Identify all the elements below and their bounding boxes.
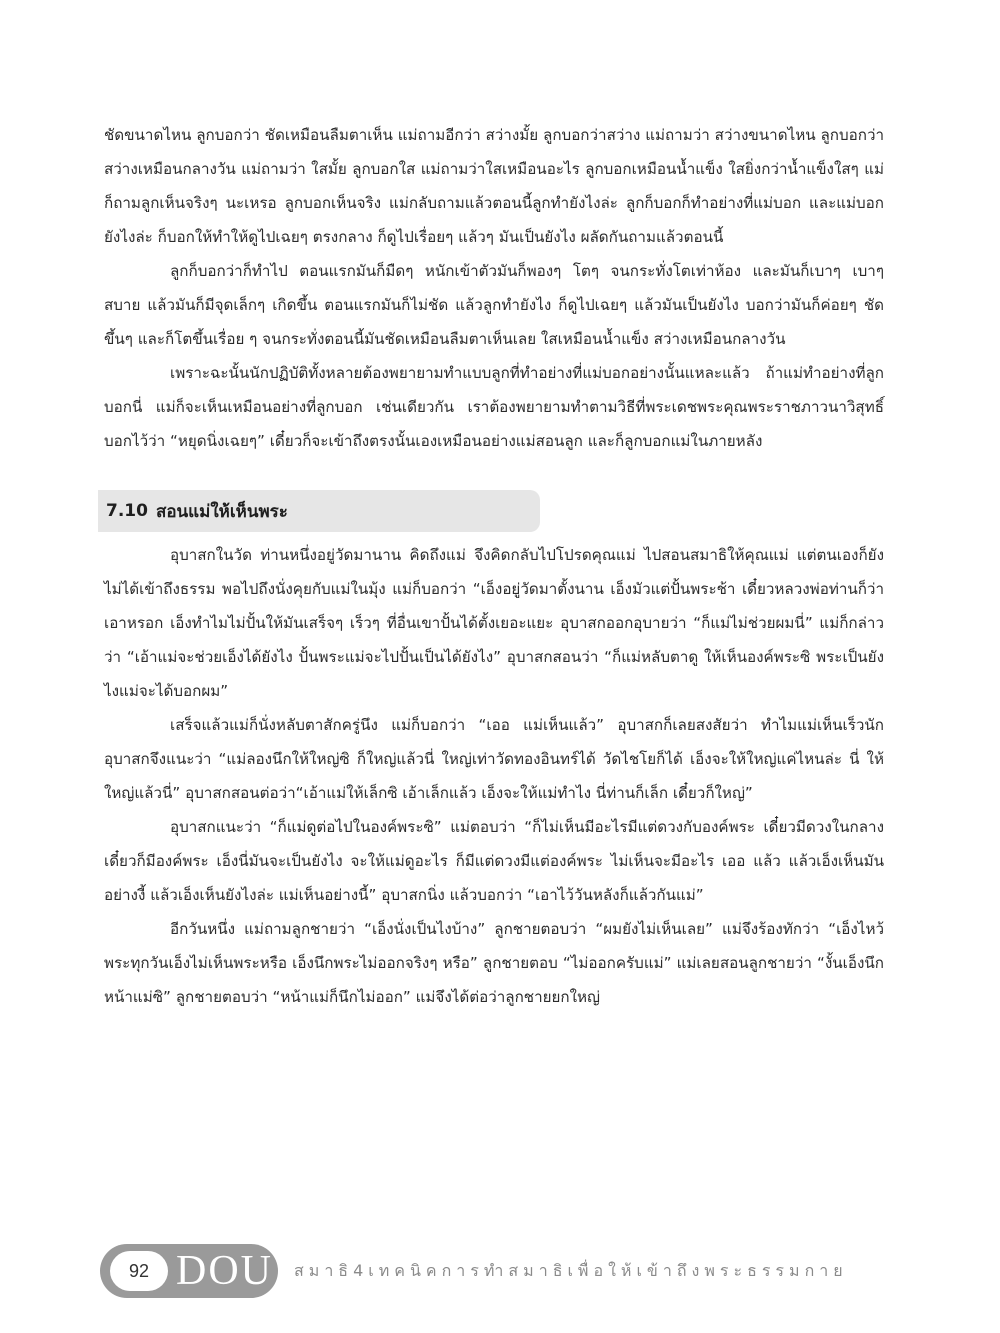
page-footer xyxy=(100,1244,848,1298)
paragraph-intro-3: เพราะฉะนั้นนักปฏิบัติทั้งหลายต้องพยายามทำแบบลูกที่ทำอย่างที่แม่บอกอย่างนั้นแหละแล้ว ถ้าแม่ทำอย่างที่ลูกบอกนี่ แม่ก็จะเห็นเหมือนอย่างที่ลูกบอก เช่นเดียวกัน เราต้องพยายามทำตามวิธีที่พระเดชพระคุณพระราชภาวนาวิสุทธิ์บอกไว้ว่า “หยุดนิ่งเฉยๆ” เดี๋ยวก็จะเข้าถึงตรงนั้นเองเหมือนอย่างแม่สอนลูก และก็ลูกบอกแม่ในภายหลัง xyxy=(104,364,884,450)
paragraph-section-4: อีกวันหนึ่ง แม่ถามลูกชายว่า “เอ็งนั่งเป็นไงบ้าง” ลูกชายตอบว่า “ผมยังไม่เห็นเลย” แม่จึงร้องทักว่า “เอ็งไหว้พระทุกวันเอ็งไม่เห็นพระหรือ เอ็งนึกพระไม่ออกจริงๆ หรือ” ลูกชายตอบ “ไม่ออกครับแม่” แม่เลยสอนลูกชายว่า “งั้นเอ็งนึกหน้าแม่ซิ” ลูกชายตอบว่า “หน้าแม่ก็นึกไม่ออก” แม่จึงได้ต่อว่าลูกชายยกใหญ่ xyxy=(104,920,884,1006)
paragraph-intro-2: ลูกก็บอกว่าก็ทำไป ตอนแรกมันก็มืดๆ หนักเข้าตัวมันก็พองๆ โตๆ จนกระทั่งโตเท่าห้อง และมันก็เบาๆ เบาๆ สบาย แล้วมันก็มีจุดเล็กๆ เกิดขึ้น ตอนแรกมันก็ไม่ชัด แล้วลูกทำยังไง ก็ดูไปเฉยๆ แล้วมันเป็นยังไง บอกว่ามันก็ค่อยๆ ชัดขึ้นๆ และก็โตขึ้นเรื่อย ๆ จนกระทั่งตอนนี้มันชัดเหมือนลืมตาเห็นเลย ใสเหมือนน้ำแข็ง สว่างเหมือนกลางวัน xyxy=(104,262,884,348)
paragraph-section-2: เสร็จแล้วแม่ก็นั่งหลับตาสักครู่นึง แม่ก็บอกว่า “เออ แม่เห็นแล้ว” อุบาสกก็เลยสงสัยว่า ทำไมแม่เห็นเร็วนัก อุบาสกจึงแนะว่า “แม่ลองนึกให้ใหญ่ซิ ก็ใหญ่แล้วนี่ ใหญ่เท่าวัดทองอินทร์ได้ วัดไชโยก็ได้ เอ็งจะให้ใหญ่แค่ไหนล่ะ นี่ ให้ใหญ่แล้วนี่” อุบาสกสอนต่อว่า“เอ้าแม่ให้เล็กซิ เอ้าเล็กแล้ว เอ็งจะให้แม่ทำไง นี่ท่านก็เล็ก เดี๋ยวก็ใหญ่” xyxy=(104,716,884,802)
section-number: 7.10 xyxy=(106,501,148,521)
paragraph-section-1: อุบาสกในวัด ท่านหนึ่งอยู่วัดมานาน คิดถึงแม่ จึงคิดกลับไปโปรดคุณแม่ ไปสอนสมาธิให้คุณแม่ แต่ตนเองก็ยังไม่ได้เข้าถึงธรรม พอไปถึงนั่งคุยกับแม่ในมุ้ง แม่ก็บอกว่า “เอ็งอยู่วัดมาตั้งนาน เอ็งมัวแต่ปั้นพระช้า เดี๋ยวหลวงพ่อท่านก็ว่าเอาหรอก เอ็งทำไมไม่ปั้นให้มันเสร็จๆ เร็วๆ ที่อื่นเขาปั้นได้ตั้งเยอะแยะ อุบาสกออกอุบายว่า “ก็แม่ไม่ช่วยผมนี่” แม่ก็กล่าวว่า “เอ้าแม่จะช่วยเอ็งได้ยังไง ปั้นพระแม่จะไปปั้นเป็นได้ยังไง” อุบาสกสอนว่า “ก็แม่หลับตาดู ให้เห็นองค์พระซิ พระเป็นยังไงแม่จะได้บอกผม” xyxy=(104,546,884,700)
footer-badge xyxy=(100,1244,278,1298)
book-title: สมาธิ4เทคนิคการทำสมาธิเพื่อให้เข้าถึงพระธรรมกาย xyxy=(294,1260,848,1280)
page-number: 92 xyxy=(110,1251,168,1291)
paragraph-intro-1: ชัดขนาดไหน ลูกบอกว่า ชัดเหมือนลืมตาเห็น แม่ถามอีกว่า สว่างมั้ย ลูกบอกว่าสว่าง แม่ถามว่า สว่างขนาดไหน ลูกบอกว่า สว่างเหมือนกลางวัน แม่ถามว่า ใสมั้ย ลูกบอกใส แม่ถามว่าใสเหมือนอะไร ลูกบอกเหมือนน้ำแข็ง ใสยิ่งกว่าน้ำแข็งใสๆ แม่ก็ถามลูกเห็นจริงๆ นะเหรอ ลูกบอกเห็นจริง แม่กลับถามแล้วตอนนี้ลูกทำยังไงล่ะ ลูกก็บอกก็ทำอย่างที่แม่บอก และแม่บอกยังไงล่ะ ก็บอกให้ทำให้ดูไปเฉยๆ ตรงกลาง ก็ดูไปเรื่อยๆ แล้วๆ มันเป็นยังไง ผลัดกันถามแล้วตอนนี้ xyxy=(104,126,884,246)
paragraph-section-3: อุบาสกแนะว่า “ก็แม่ดูต่อไปในองค์พระซิ” แม่ตอบว่า “ก็ไม่เห็นมีอะไรมีแต่ดวงกับองค์พระ เดี๋ยวมีดวงในกลาง เดี๋ยวก็มีองค์พระ เอ็งนี่มันจะเป็นยังไง จะให้แม่ดูอะไร ก็มีแต่ดวงมีแต่องค์พระ ไม่เห็นจะมีอะไร เออ แล้ว แล้วเอ็งเห็นมันอย่างงี้ แล้วเอ็งเห็นยังไงล่ะ แม่เห็นอย่างนี้” อุบาสกนิ่ง แล้วบอกว่า “เอาไว้วันหลังก็แล้วกันแม่” xyxy=(104,818,884,904)
dou-logo: DOU xyxy=(176,1248,273,1294)
section-heading xyxy=(98,490,540,532)
page-body xyxy=(104,118,884,1014)
section-title: สอนแม่ให้เห็นพระ xyxy=(155,501,288,522)
